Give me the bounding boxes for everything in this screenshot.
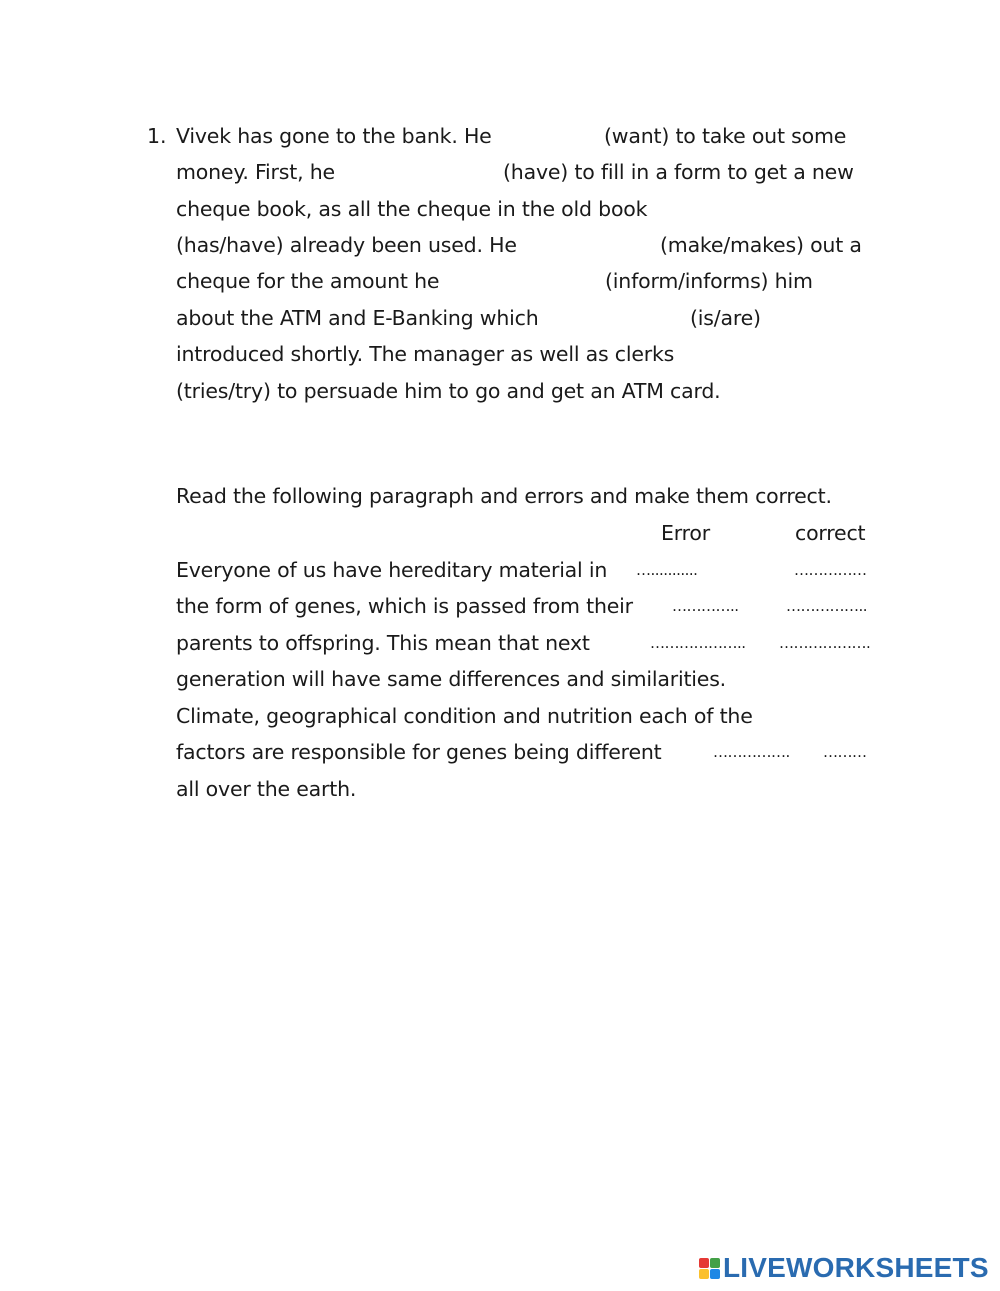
error-blank[interactable]: ……………….. bbox=[650, 634, 746, 652]
text-line: (want) to take out some bbox=[604, 124, 847, 148]
liveworksheets-logo bbox=[699, 1253, 989, 1283]
correct-blank[interactable]: ……… bbox=[823, 743, 867, 761]
paragraph-line: generation will have same differences and similarities. bbox=[176, 667, 726, 691]
logo-text: LIVEWORKSHEETS bbox=[723, 1252, 989, 1283]
error-blank[interactable]: …........... bbox=[636, 561, 698, 579]
error-blank[interactable]: ………….. bbox=[672, 597, 739, 615]
blank-have[interactable] bbox=[352, 160, 497, 184]
correct-blank[interactable]: ………………. bbox=[779, 634, 871, 652]
instruction: Read the following paragraph and errors and make them correct. bbox=[176, 484, 832, 508]
text-line: Vivek has gone to the bank. He bbox=[176, 124, 492, 148]
text-line: money. First, he bbox=[176, 160, 335, 184]
logo-block bbox=[710, 1258, 720, 1268]
blank-tries-try[interactable] bbox=[710, 342, 870, 366]
text-line: (make/makes) out a bbox=[660, 233, 862, 257]
paragraph-line: parents to offspring. This mean that next bbox=[176, 631, 590, 655]
paragraph-line: Everyone of us have hereditary material in bbox=[176, 558, 608, 582]
error-column-header: Error bbox=[661, 521, 710, 545]
blank-make[interactable] bbox=[535, 233, 653, 257]
paragraph-line: all over the earth. bbox=[176, 777, 357, 801]
text-line: (is/are) bbox=[690, 306, 761, 330]
logo-blocks-icon bbox=[699, 1258, 720, 1279]
blank-is-are[interactable] bbox=[565, 306, 683, 330]
paragraph-line: factors are responsible for genes being different bbox=[176, 740, 662, 764]
text-line: (have) to fill in a form to get a new bbox=[503, 160, 854, 184]
text-line: (has/have) already been used. He bbox=[176, 233, 517, 257]
text-line: introduced shortly. The manager as well as clerks bbox=[176, 342, 675, 366]
correct-blank[interactable]: …………… bbox=[794, 561, 867, 579]
text-line: cheque for the amount he bbox=[176, 269, 440, 293]
blank-inform[interactable] bbox=[455, 269, 600, 293]
text-line: cheque book, as all the cheque in the old book bbox=[176, 197, 648, 221]
logo-block bbox=[699, 1269, 709, 1279]
error-blank[interactable]: ……………. bbox=[713, 743, 790, 761]
blank-want[interactable] bbox=[508, 124, 598, 148]
item-number: 1. bbox=[147, 124, 167, 148]
text-line: about the ATM and E-Banking which bbox=[176, 306, 539, 330]
logo-block bbox=[710, 1269, 720, 1279]
text-line: (tries/try) to persuade him to go and get an ATM card. bbox=[176, 379, 721, 403]
paragraph-line: the form of genes, which is passed from their bbox=[176, 594, 633, 618]
correct-blank[interactable]: …………….. bbox=[786, 597, 868, 615]
correct-column-header: correct bbox=[795, 521, 866, 545]
text-line: (inform/informs) him bbox=[605, 269, 813, 293]
logo-block bbox=[699, 1258, 709, 1268]
blank-has-have[interactable] bbox=[668, 197, 868, 221]
paragraph-line: Climate, geographical condition and nutrition each of the bbox=[176, 704, 753, 728]
